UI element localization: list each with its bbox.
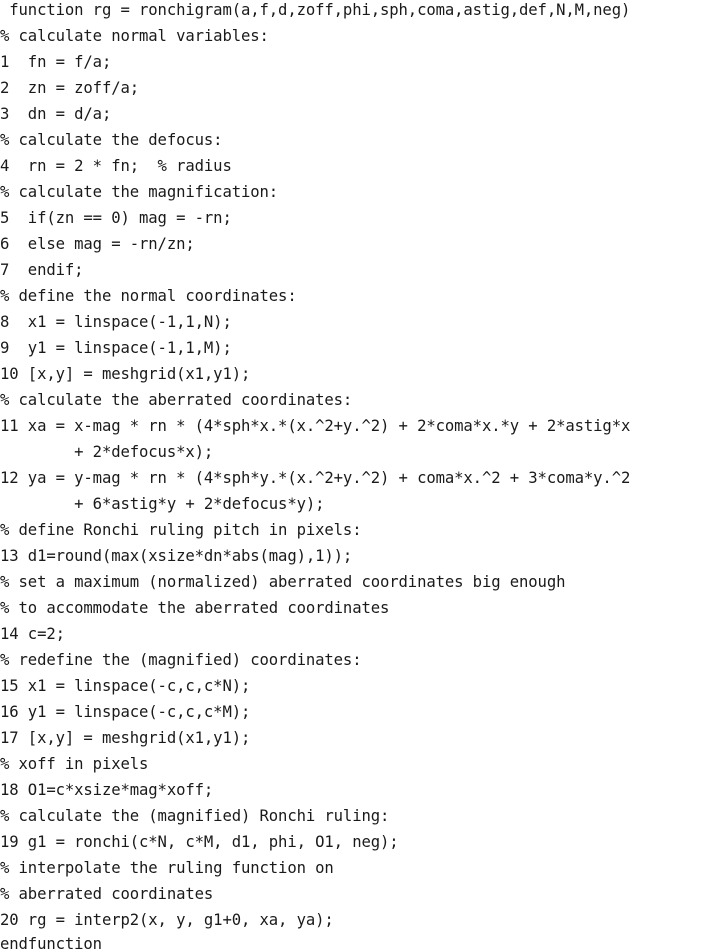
code-line-11-cont: + 2*defocus*x); xyxy=(0,443,214,461)
code-line-6: 6 else mag = -rn/zn; xyxy=(0,235,195,253)
code-comment: % aberrated coordinates xyxy=(0,885,214,903)
code-comment: % interpolate the ruling function on xyxy=(0,859,334,877)
code-line-7: 7 endif; xyxy=(0,261,84,279)
code-comment: % define Ronchi ruling pitch in pixels: xyxy=(0,521,362,539)
code-line-end: endfunction xyxy=(0,935,102,951)
code-line-18: 18 O1=c*xsize*mag*xoff; xyxy=(0,781,214,799)
code-line-8: 8 x1 = linspace(-1,1,N); xyxy=(0,313,232,331)
code-comment: % redefine the (magnified) coordinates: xyxy=(0,651,362,669)
code-line-4: 4 rn = 2 * fn; % radius xyxy=(0,157,232,175)
code-line-9: 9 y1 = linspace(-1,1,M); xyxy=(0,339,232,357)
code-line-12: 12 ya = y-mag * rn * (4*sph*y.*(x.^2+y.^2) + coma*x.^2 + 3*coma*y.^2 xyxy=(0,469,631,487)
code-comment: % calculate the defocus: xyxy=(0,131,223,149)
code-line-10: 10 [x,y] = meshgrid(x1,y1); xyxy=(0,365,251,383)
code-line-11: 11 xa = x-mag * rn * (4*sph*x.*(x.^2+y.^2) + 2*coma*x.*y + 2*astig*x xyxy=(0,417,631,435)
code-line-19: 19 g1 = ronchi(c*N, c*M, d1, phi, O1, neg); xyxy=(0,833,399,851)
code-line-17: 17 [x,y] = meshgrid(x1,y1); xyxy=(0,729,251,747)
code-line-5: 5 if(zn == 0) mag = -rn; xyxy=(0,209,232,227)
code-line-16: 16 y1 = linspace(-c,c,c*M); xyxy=(0,703,251,721)
code-line-1: 1 fn = f/a; xyxy=(0,53,112,71)
code-line-3: 3 dn = d/a; xyxy=(0,105,112,123)
code-comment: % xoff in pixels xyxy=(0,755,149,773)
code-line-14: 14 c=2; xyxy=(0,625,65,643)
code-comment: % to accommodate the aberrated coordinates xyxy=(0,599,390,617)
code-comment: % define the normal coordinates: xyxy=(0,287,297,305)
code-comment: % calculate the aberrated coordinates: xyxy=(0,391,353,409)
code-comment: % set a maximum (normalized) aberrated coordinates big enough xyxy=(0,573,566,591)
code-line-15: 15 x1 = linspace(-c,c,c*N); xyxy=(0,677,251,695)
code-comment: % calculate the (magnified) Ronchi ruling: xyxy=(0,807,390,825)
code-line-12-cont: + 6*astig*y + 2*defocus*y); xyxy=(0,495,325,513)
code-line-header: function rg = ronchigram(a,f,d,zoff,phi,sph,coma,astig,def,N,M,neg) xyxy=(0,1,631,19)
code-comment: % calculate normal variables: xyxy=(0,27,269,45)
code-comment: % calculate the magnification: xyxy=(0,183,279,201)
code-line-20: 20 rg = interp2(x, y, g1+0, xa, ya); xyxy=(0,911,334,929)
code-line-13: 13 d1=round(max(xsize*dn*abs(mag),1)); xyxy=(0,547,353,565)
code-line-2: 2 zn = zoff/a; xyxy=(0,79,140,97)
